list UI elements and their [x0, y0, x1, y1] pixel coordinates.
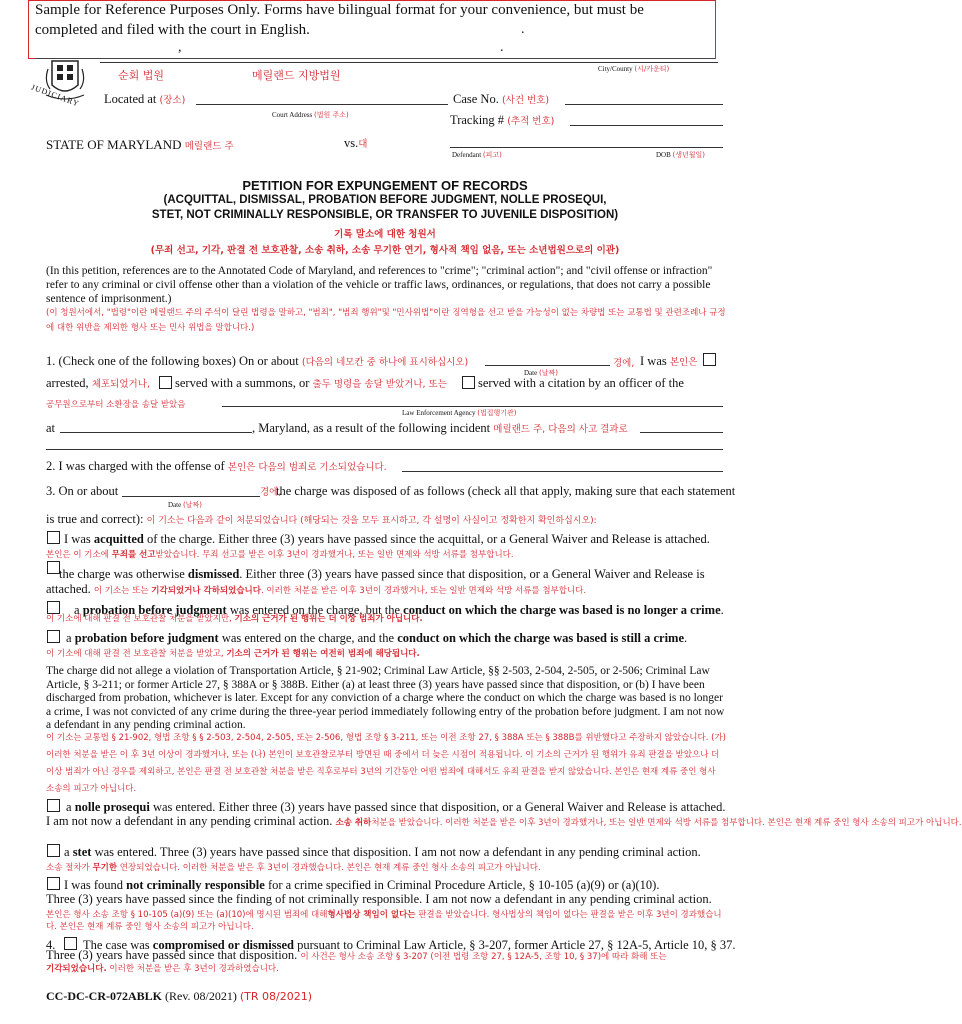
agency-label: Law Enforcement Agency (법집행기관) — [402, 409, 517, 417]
maryland-incident: , Maryland, as a result of the following incident 메릴랜드 주, 다음의 사고 결과로 — [252, 421, 628, 435]
ncr-text-korean: 본인은 형사 소송 조항 § 10-105 (a)(9) 또는 (a)(10)에 명시된 범죄에 대해형사법상 책임이 없다는 판결을 받았습니다. 형사법상의 책임이 없다는 판결을 받은 이후 3년이 경과했습니다. 본인은 현재 계류 중인 형사 소송의 피고가 아닙니다. — [46, 910, 722, 932]
petition-title-korean: 기록 말소에 대한 청원서 — [334, 229, 436, 240]
citation-text-korean: 공무원으로부터 소환장을 송달 받았음 — [46, 400, 186, 410]
versus-label: vs.대 — [344, 136, 368, 150]
pbj-paragraph-korean: 이 기소는 교통법 § 21-902, 형법 조항 § § 2-503, 2-504, 2-505, 또는 2-506, 형법 조항 § 3-211, 또는 이전 조항 27, § 388A 또는 § 388B를 위반했다고 주장하지 않았습니다. (가) 이러한 처분을 받은 이 후 3년 이상이 경과했거나, 또는 (나) 본인이 보호관찰로부터 방면된 때 중에서 더 늦은 시점이 적용됩니다. 이 기소의 근거가 된 행위가 유죄 판결을 받았으나 더 이상 범죄가 아닌 경우를 제외하고, 본인은 판결 전 보호관찰 처분을 받은 직후로부터 3년의 기간동안 어떤 범죄에 대해서도 유죄 판결을 받지 않았습니다. 본인은 현재 계류 중인 형사 소송의 피고가 아닙니다. — [46, 733, 726, 794]
item3-true: is true and correct): 이 기소는 다음과 같이 처분되었습니다 (해당되는 것을 모두 표시하고, 각 설명이 사실이고 정확한지 확인하십시오): — [46, 512, 597, 526]
stet-text-korean: 소송 절차가 무기한 연장되었습니다. 이러한 처분을 받은 후 3년이 경과했습니다. 본인은 현재 계류 중인 형사 소송의 피고가 아닙니다. — [46, 863, 541, 873]
item4-text-2: Three (3) years have passed since that disposition. 이 사건은 형사 소송 조항 § 3-207 (이전 법령 조항 27, § 12A-5, 조항 10, § 37)에 따라 화해 또는 — [46, 948, 667, 962]
notice-dot: . — [521, 22, 525, 37]
pbj-no-longer-crime-korean: 이 기소에 대해 판결 전 보호관찰 처분을 받았지만, 기소의 근거가 된 행위는 더 이상 범죄가 아닙니다. — [46, 614, 423, 624]
ncr-text-2: Three (3) years have passed since the finding of not criminally responsible. I am not now a defendant in any pending criminal action. — [46, 892, 712, 906]
maryland-judiciary-seal-icon — [30, 55, 100, 117]
pbj-still-crime-korean: 이 기소에 대해 판결 전 보호관찰 처분을 받았고, 기소의 근거가 된 행위는 여전히 범죄에 해당됩니다. — [46, 649, 420, 659]
state-of-maryland: STATE OF MARYLAND 메릴랜드 주 — [46, 137, 234, 152]
citation-text: served with a citation by an officer of the — [478, 376, 684, 390]
seal-text: JUDICIARY — [29, 82, 81, 109]
district-court-label: 메릴랜드 지방법원 — [252, 69, 341, 82]
notice-comma: , — [178, 40, 182, 55]
incident-field-line-2[interactable] — [46, 449, 723, 450]
notice-line-2: completed and filed with the court in English. — [35, 22, 310, 38]
item1-date-label: Date (날짜) — [524, 369, 558, 377]
pbj-paragraph: The charge did not allege a violation of Transportation Article, § 21-902; Criminal Law Article, §§ 2-503, 2-504, 2-505, or 2-506; Criminal Law Article, § 3-211; or former Article 27, § 388A or § 388B. Either (a) at least three (3) years have passed since that disposition, or (b) I have been discharged from probation, whichever is later. Except for any conviction of a charge where the conduct on which the charge was based is no longer a crime, I was not convicted of any crime during the three-year period immediately following entry of the probation before judgment. I am not now a defendant in any pending criminal action. — [46, 665, 725, 731]
item3-on-about: 3. On or about — [46, 484, 119, 498]
intro-english: (In this petition, references are to the Annotated Code of Maryland, and references to "crime"; "criminal action"; and "civil offense or infraction" refer to any criminal or civil offense other than a violation of the vehicle or traffic laws, ordinances, or regulations, that does not carry a possible sentence of imprisonment.) — [46, 265, 713, 305]
acquitted-text-korean: 본인은 이 기소에 무죄를 선고받았습니다. 무죄 선고를 받은 이후 3년이 경과했거나, 또는 일반 면제와 석방 서류를 첨부합니다. — [46, 550, 514, 560]
notice-line-1: Sample for Reference Purposes Only. Forms have bilingual format for your convenience, but must be — [35, 2, 644, 18]
defendant-field[interactable] — [450, 147, 723, 148]
not-criminally-responsible-checkbox[interactable] — [47, 877, 60, 890]
item2-charged: 2. I was charged with the offense of 본인은 다음의 범죄로 기소되었습니다. — [46, 459, 387, 473]
court-address-field[interactable] — [196, 104, 448, 105]
court-address-label: Court Address (법원 주소) — [272, 111, 349, 119]
petition-title: PETITION FOR EXPUNGEMENT OF RECORDS — [242, 178, 528, 193]
incident-location-field[interactable] — [60, 432, 252, 433]
at-label: at — [46, 421, 56, 435]
summons-text: served with a summons, or 출두 명령을 송달 받았거나, 또는 — [175, 376, 447, 390]
arrested-text: arrested, 체포되었거나, — [46, 376, 150, 390]
stet-checkbox[interactable] — [47, 844, 60, 857]
city-county-label: City/County (시/카운티) — [598, 65, 670, 73]
item3-date-field[interactable] — [122, 496, 260, 497]
notice-dot-2: . — [500, 40, 504, 55]
acquitted-text: I was acquitted of the charge. Either three (3) years have passed since the acquittal, or a General Waiver and Release is attached. — [64, 532, 710, 546]
item4-number: 4. — [46, 938, 56, 952]
form-footer: CC-DC-CR-072ABLK (Rev. 08/2021) (TR 08/2021) — [46, 989, 313, 1003]
dismissed-text: the charge was otherwise dismissed. Either three (3) years have passed since that disposition, or a General Waiver and Release is — [59, 567, 705, 581]
circuit-court-label: 순회 법원 — [118, 69, 165, 82]
arrested-checkbox[interactable] — [703, 353, 716, 366]
acquitted-checkbox[interactable] — [47, 531, 60, 544]
item1-was: I was 본인은 — [640, 354, 698, 368]
city-county-line[interactable] — [100, 62, 718, 63]
nolle-prosequi-checkbox[interactable] — [47, 799, 60, 812]
dob-label: DOB (생년월일) — [656, 151, 706, 159]
item3-date-label: Date (날짜) — [168, 501, 202, 509]
dismissed-text-2: attached. 이 기소는 또는 기각되었거나 각하되었습니다. 이러한 처분을 받은 이후 3년이 경과했거나, 또는 일반 면제와 석방 서류를 첨부합니다. — [46, 582, 587, 596]
defendant-label: Defendant (피고) — [452, 151, 502, 159]
located-at-label: Located at (장소) — [104, 92, 186, 106]
agency-field[interactable] — [222, 406, 723, 407]
item4-text: The case was compromised or dismissed pursuant to Criminal Law Article, § 3-207, former Article 27, § 12A-5, Article 10, § 37. — [83, 938, 736, 952]
item1-lead: 1. (Check one of the following boxes) On or about (다음의 네모칸 중 하나에 표시하십시오) — [46, 354, 469, 368]
case-no-field[interactable] — [565, 104, 723, 105]
case-no-label: Case No. (사건 번호) — [453, 92, 550, 106]
stet-text: a stet was entered. Three (3) years have passed since that disposition. I am not now a defendant in any pending criminal action. — [64, 845, 701, 859]
intro-korean: (이 청원서에서, "법령"이란 메릴랜드 주의 주석이 달린 법령을 말하고, "범죄", "범죄 행위"및 "민사위법"이란 징역형을 선고 받을 가능성이 없는 차량법 또는 교통법 및 관련조례나 규정에 대한 위반을 제외한 형사 또는 민사 위법을 말합니다.) — [46, 308, 726, 333]
offense-field[interactable] — [402, 471, 723, 472]
pbj-still-crime-text: a probation before judgment was entered on the charge, and the conduct on which the charge was based is still a crime. — [66, 631, 688, 645]
summons-checkbox[interactable] — [159, 376, 172, 389]
nolle-prosequi-text-2: I am not now a defendant in any pending criminal action. 소송 취하처분을 받았습니다. 이러한 처분을 받은 이후 3년이 경과했거나, 또는 일반 면제와 석방 서류를 첨부합니다. 본인은 현재 계류 중인 형사 소송의 피고가 아닙니다. — [46, 814, 962, 828]
item1-date-field[interactable] — [485, 365, 610, 366]
tracking-field[interactable] — [570, 125, 723, 126]
item3-rest: the charge was disposed of as follows (check all that apply, making sure that each statement — [276, 484, 736, 498]
ncr-text: I was found not criminally responsible for a crime specified in Criminal Procedure Article, § 10-105 (a)(9) or (a)(10). — [64, 878, 660, 892]
petition-subtitle-2: STET, NOT CRIMINALLY RESPONSIBLE, OR TRANSFER TO JUVENILE DISPOSITION) — [151, 209, 619, 221]
petition-subtitle-korean: (무죄 선고, 기각, 판결 전 보호관찰, 소송 취하, 소송 무기한 연기, 형사적 책임 없음, 또는 소년법원으로의 이관) — [150, 245, 620, 256]
incident-field[interactable] — [640, 432, 723, 433]
item1-kr-date: 경에, — [613, 358, 635, 369]
notice-underline — [35, 58, 715, 59]
nolle-prosequi-text: a nolle prosequi was entered. Either three (3) years have passed since that disposition, or a General Waiver and Release is attached. — [66, 800, 726, 814]
pbj-no-longer-crime-text: a probation before judgment was entered on the charge, but the conduct on which the charge was based is no longer a crime. — [74, 603, 724, 617]
citation-checkbox[interactable] — [462, 376, 475, 389]
item4-text-korean: 기각되었습니다. 이러한 처분을 받은 후 3년이 경과하였습니다. — [46, 964, 279, 974]
pbj-still-crime-checkbox[interactable] — [47, 630, 60, 643]
petition-subtitle-1: (ACQUITTAL, DISMISSAL, PROBATION BEFORE JUDGMENT, NOLLE PROSEQUI, — [163, 194, 607, 206]
item3-kr-date: 경에, — [260, 487, 282, 498]
tracking-label: Tracking # (추적 번호) — [450, 113, 555, 127]
